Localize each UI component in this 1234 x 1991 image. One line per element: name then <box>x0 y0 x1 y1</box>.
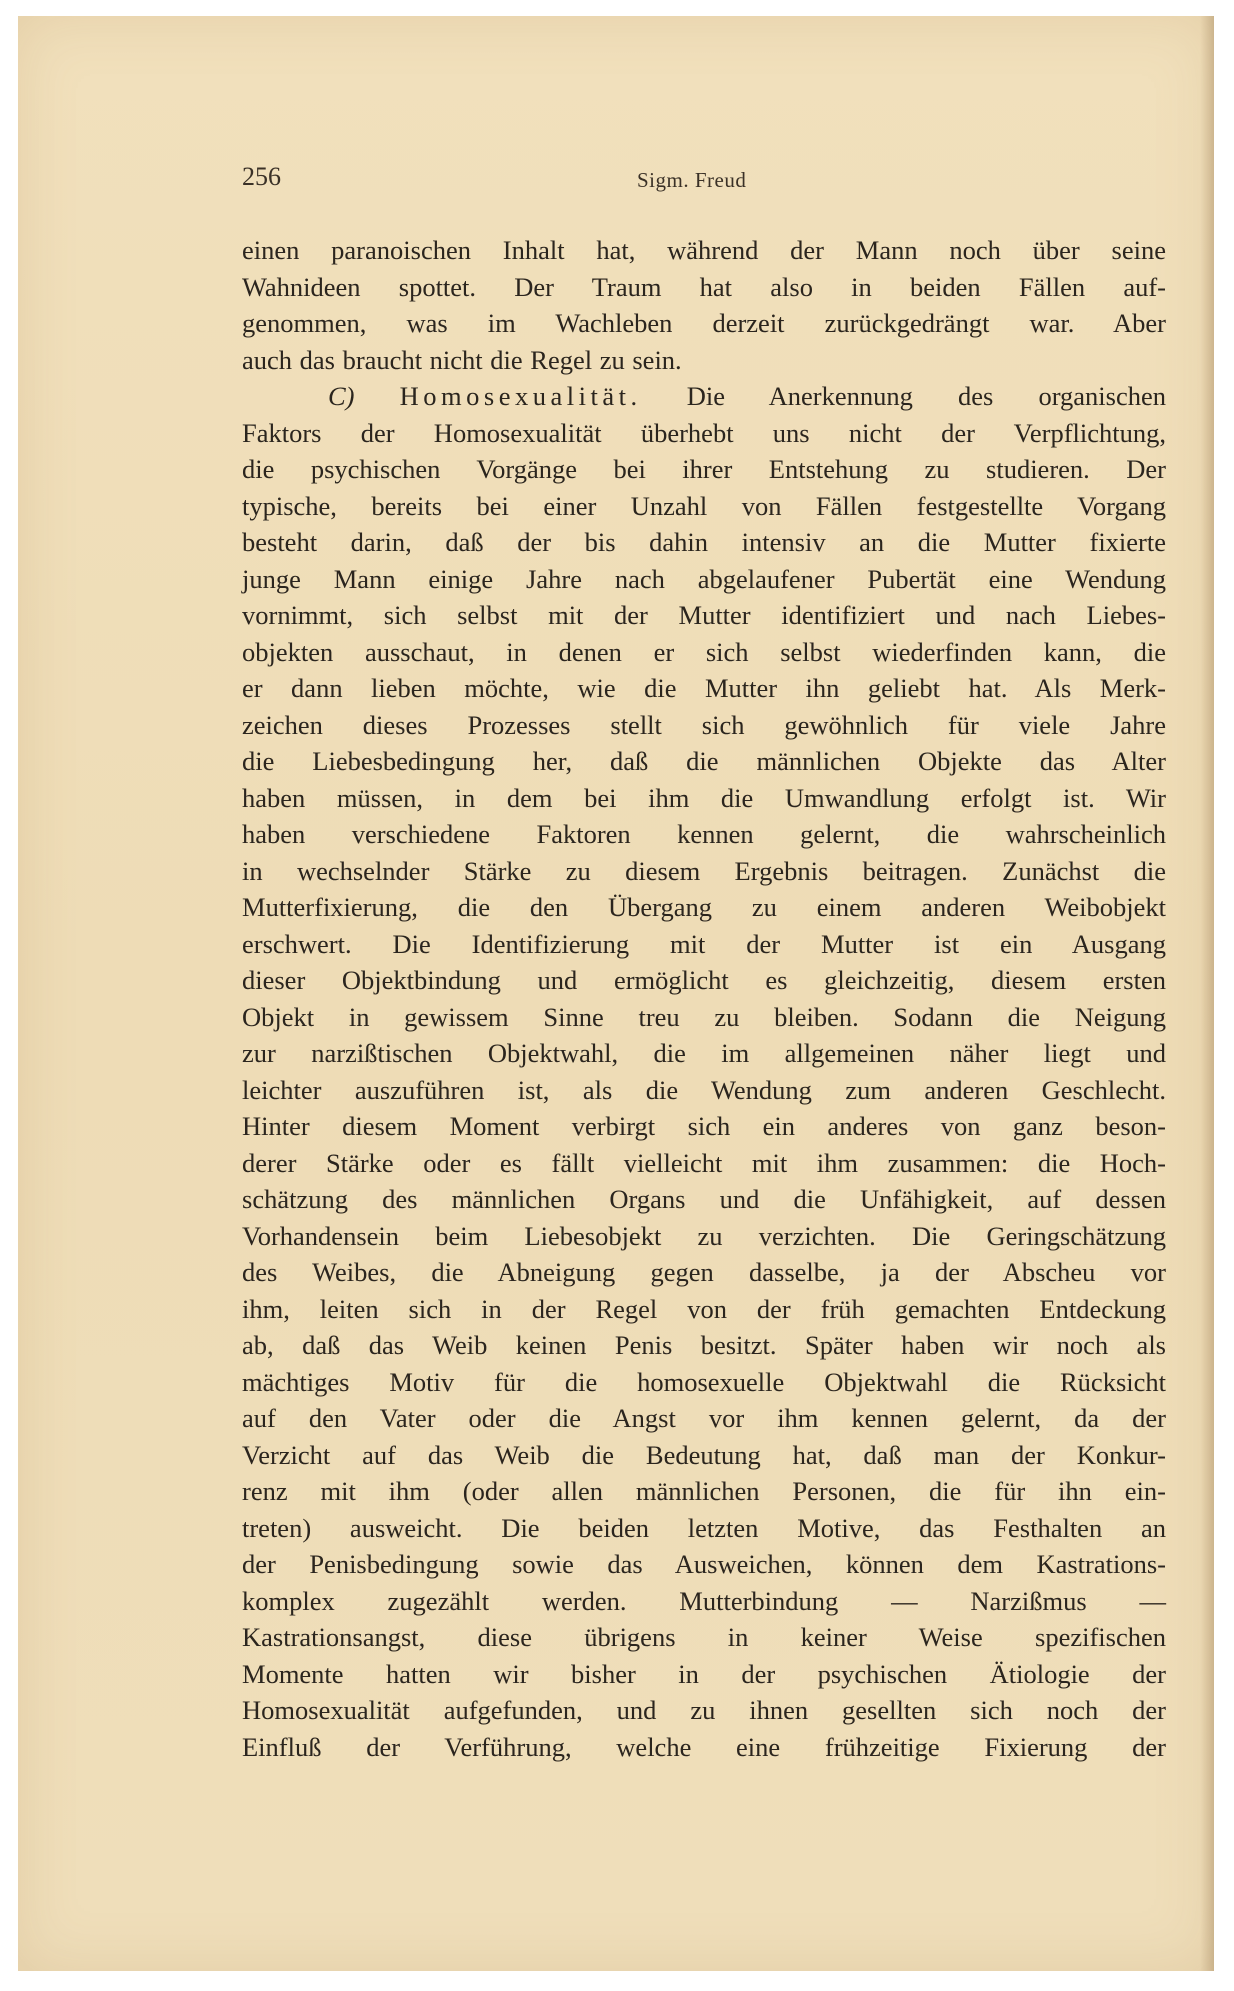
text-line: schätzung des männlichen Organs und die Unfähigkeit, auf dessen <box>242 1184 1166 1214</box>
text-line: Momente hatten wir bisher in der psychischen Ätiologie der <box>242 1658 1166 1689</box>
text-line: Mutterfixierung, die den Übergang zu einem anderen Weibobjekt <box>242 892 1166 922</box>
text-line: zur narzißtischen Objektwahl, die im allgemeinen näher liegt und <box>242 1038 1166 1068</box>
text-line: in wechselnder Stärke zu diesem Ergebnis beitragen. Zunächst die <box>242 855 1166 886</box>
text-line: er dann lieben möchte, wie die Mutter ihn geliebt hat. Als Merk- <box>242 673 1166 703</box>
text-line: besteht darin, daß der bis dahin intensiv an die Mutter fixierte <box>242 527 1166 557</box>
text-line: objekten ausschaut, in denen er sich selbst wiederfinden kann, die <box>242 636 1166 667</box>
text-line: mächtiges Motiv für die homosexuelle Objektwahl die Rücksicht <box>242 1366 1166 1397</box>
section-heading-line <box>242 378 1166 415</box>
text-line: die Liebesbedingung her, daß die männlichen Objekte das Alter <box>242 746 1166 776</box>
text-line: zeichen dieses Prozesses stellt sich gewöhnlich für viele Jahre <box>242 709 1166 740</box>
text-line: genommen, was im Wachleben derzeit zurückgedrängt war. Aber <box>242 308 1166 338</box>
text-line: junge Mann einige Jahre nach abgelaufener Pubertät eine Wendung <box>242 563 1166 594</box>
text-line: ab, daß das Weib keinen Penis besitzt. Später haben wir noch als <box>242 1330 1166 1360</box>
text-line: Wahnideen spottet. Der Traum hat also in beiden Fällen auf- <box>242 271 1166 302</box>
text-line: haben verschiedene Faktoren kennen gelernt, die wahrscheinlich <box>242 819 1166 849</box>
text-line: auch das braucht nicht die Regel zu sein. <box>242 344 682 375</box>
text-line: des Weibes, die Abneigung gegen dasselbe, ja der Abscheu vor <box>242 1257 1166 1287</box>
text-line: der Penisbedingung sowie das Ausweichen, können dem Kastrations- <box>242 1549 1166 1579</box>
text-line: Objekt in gewissem Sinne treu zu bleiben. Sodann die Neigung <box>242 1001 1166 1032</box>
text-line: Hinter diesem Moment verbirgt sich ein anderes von ganz beson- <box>242 1111 1166 1141</box>
text-line: Kastrationsangst, diese übrigens in keiner Weise spezifischen <box>242 1622 1166 1652</box>
text-line: treten) ausweicht. Die beiden letzten Motive, das Festhalten an <box>242 1512 1166 1543</box>
text-line: vornimmt, sich selbst mit der Mutter identifiziert und nach Liebes- <box>242 600 1166 630</box>
text-line: Vorhandensein beim Liebesobjekt zu verzichten. Die Geringschätzung <box>242 1220 1166 1251</box>
page-edge-shadow <box>1200 16 1214 1971</box>
text-line: komplex zugezählt werden. Mutterbindung — Narzißmus — <box>242 1585 1166 1616</box>
text-line: typische, bereits bei einer Unzahl von Fällen festgestellte Vorgang <box>242 490 1166 521</box>
text-line: Faktors der Homosexualität überhebt uns nicht der Verpflichtung, <box>242 417 1166 448</box>
text-line: auf den Vater oder die Angst vor ihm kennen gelernt, da der <box>242 1403 1166 1433</box>
section-marker: C) <box>328 381 355 411</box>
text-line: ihm, leiten sich in der Regel von der früh gemachten Entdeckung <box>242 1293 1166 1324</box>
text-line: Verzicht auf das Weib die Bedeutung hat, daß man der Konkur- <box>242 1439 1166 1470</box>
text-line: derer Stärke oder es fällt vielleicht mit ihm zusammen: die Hoch- <box>242 1147 1166 1178</box>
section-heading-rest: Die Anerkennung des organischen <box>641 381 1167 411</box>
text-line: Einfluß der Verführung, welche eine frühzeitige Fixierung der <box>242 1731 1166 1762</box>
text-line: dieser Objektbindung und ermöglicht es gleichzeitig, diesem ersten <box>242 965 1166 995</box>
text-line: haben müssen, in dem bei ihm die Umwandlung erfolgt ist. Wir <box>242 782 1166 813</box>
text-line: renz mit ihm (oder allen männlichen Personen, die für ihn ein- <box>242 1476 1166 1506</box>
body-text <box>242 232 1166 1765</box>
text-line: leichter auszuführen ist, als die Wendung zum anderen Geschlecht. <box>242 1074 1166 1105</box>
page-header <box>242 162 1172 202</box>
text-line: erschwert. Die Identifizierung mit der Mutter ist ein Ausgang <box>242 928 1166 959</box>
text-line: Homosexualität aufgefunden, und zu ihnen gesellten sich noch der <box>242 1695 1166 1725</box>
text-line: die psychischen Vorgänge bei ihrer Entstehung zu studieren. Der <box>242 454 1166 484</box>
running-head: Sigm. Freud <box>637 168 747 192</box>
text-line: einen paranoischen Inhalt hat, während der Mann noch über seine <box>242 235 1166 265</box>
page-number: 256 <box>242 162 281 191</box>
section-title: Homosexualität. <box>399 381 642 411</box>
